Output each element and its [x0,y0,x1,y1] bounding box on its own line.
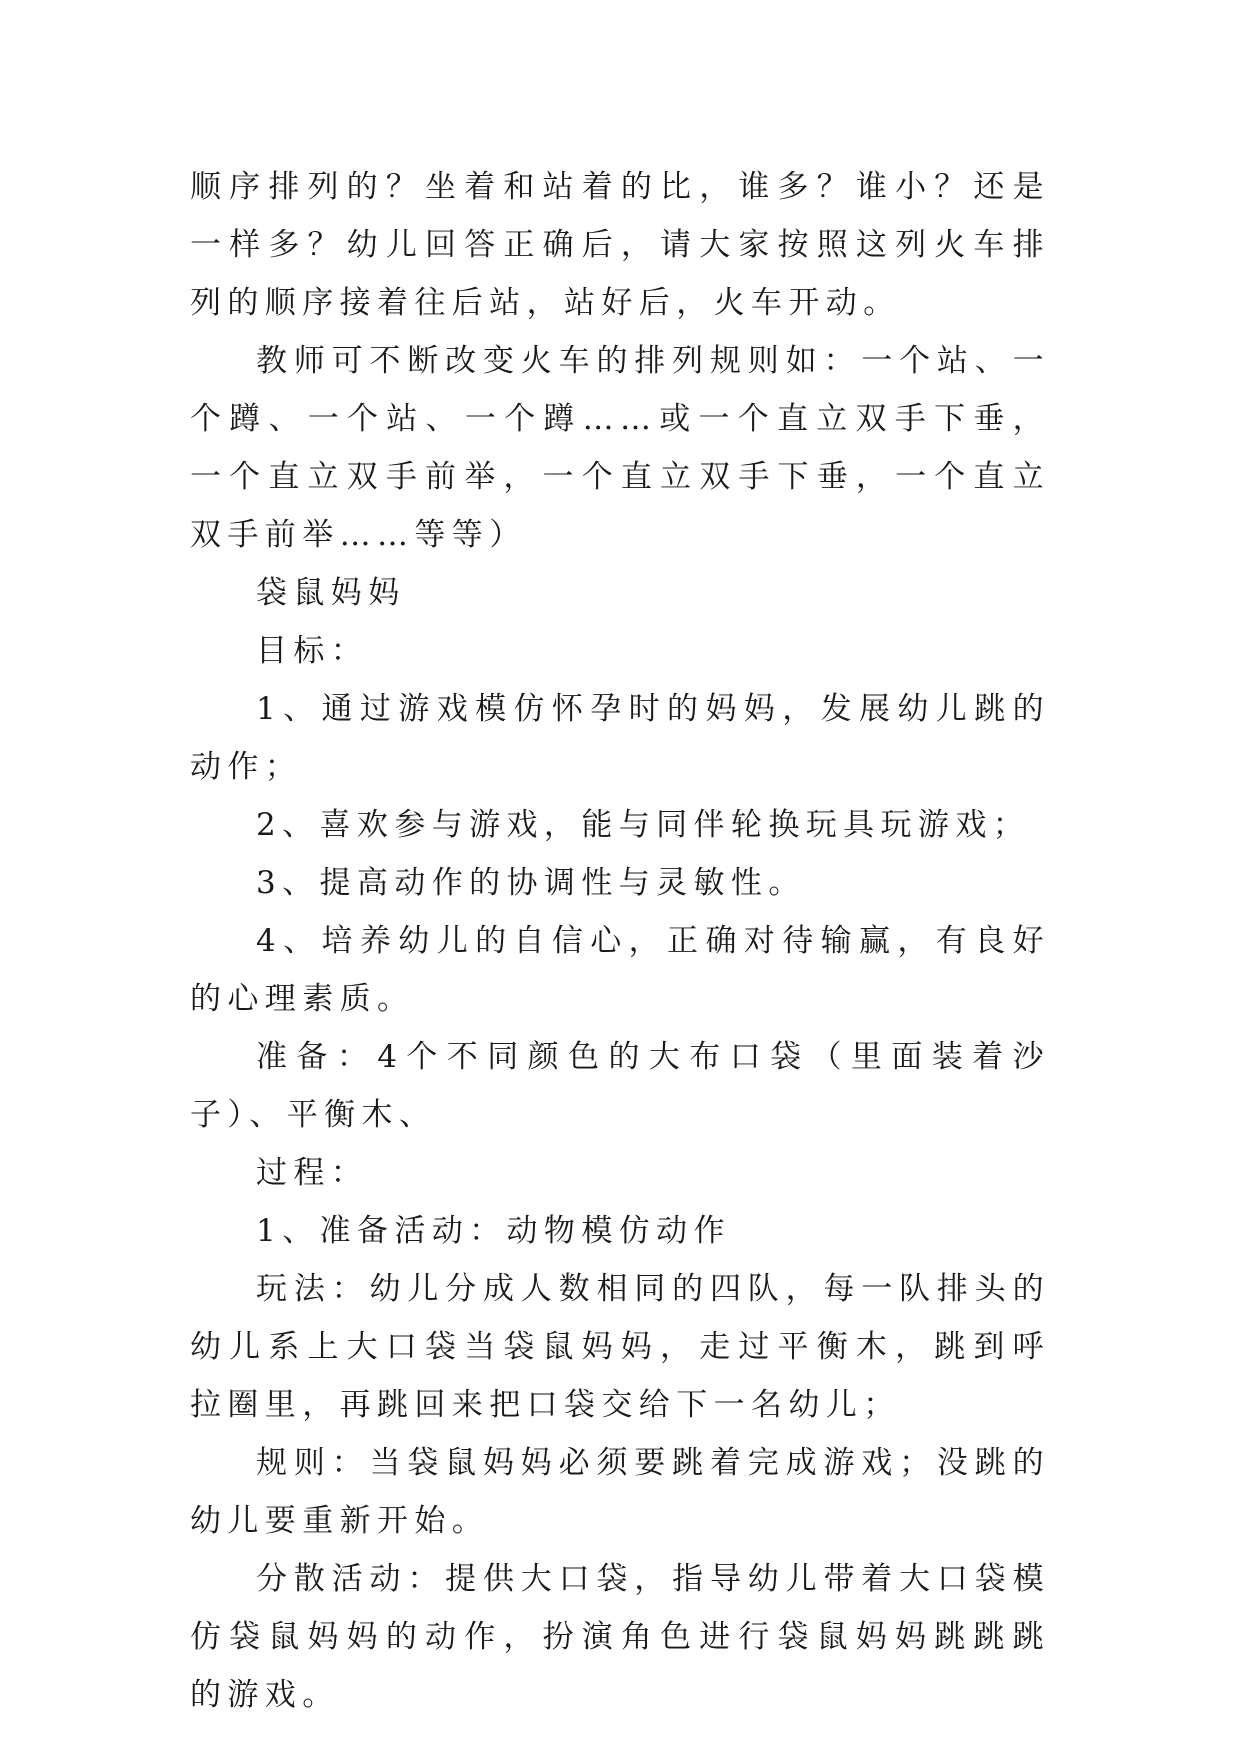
goal-item-3: 3、提高动作的协调性与灵敏性。 [256,865,806,901]
heading-process: 过程： [256,1155,369,1191]
process-step-1: 1、准备活动：动物模仿动作 [256,1213,731,1249]
paragraph-rules: 规则：当袋鼠妈妈必须要跳着完成游戏；没跳的幼儿要重新开始。 [190,1445,1050,1539]
document-body [190,158,1050,1724]
paragraph-free-activity: 分散活动：提供大口袋，指导幼儿带着大口袋模仿袋鼠妈妈的动作，扮演角色进行袋鼠妈妈跳跳跳的游戏。 [190,1561,1050,1713]
goal-item-4: 4、培养幼儿的自信心，正确对待输赢，有良好的心理素质。 [190,923,1050,1017]
paragraph-train-question: 顺序排列的？坐着和站着的比，谁多？谁小？还是一样多？幼儿回答正确后，请大家按照这列火车排列的顺序接着往后站，站好后，火车开动。 [190,169,1050,321]
paragraph-preparation: 准备：4个不同颜色的大布口袋（里面装着沙子）、平衡木、 [190,1039,1050,1133]
paragraph-train-rules: 教师可不断改变火车的排列规则如：一个站、一个蹲、一个站、一个蹲……或一个直立双手下垂，一个直立双手前举，一个直立双手下垂，一个直立双手前举……等等） [190,343,1050,553]
goal-item-1: 1、通过游戏模仿怀孕时的妈妈，发展幼儿跳的动作； [190,691,1050,785]
paragraph-gameplay: 玩法：幼儿分成人数相同的四队，每一队排头的幼儿系上大口袋当袋鼠妈妈，走过平衡木，跳到呼拉圈里，再跳回来把口袋交给下一名幼儿； [190,1271,1050,1423]
section-title-kangaroo-mother: 袋鼠妈妈 [256,575,406,611]
goal-item-2: 2、喜欢参与游戏，能与同伴轮换玩具玩游戏； [256,807,1031,843]
heading-goals: 目标： [256,633,369,669]
